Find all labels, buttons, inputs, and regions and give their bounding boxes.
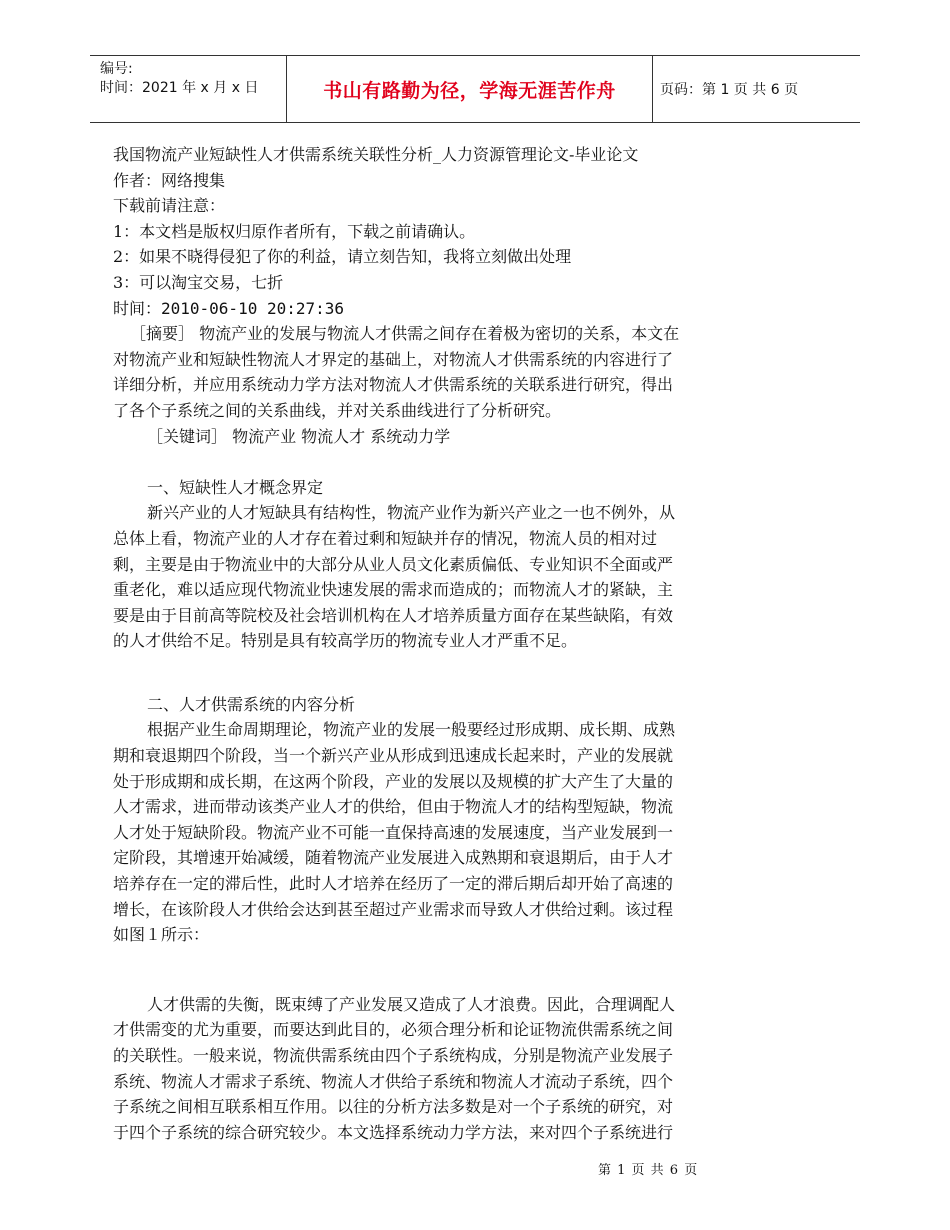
abstract-line: 对物流产业和短缺性物流人才界定的基础上，对物流人才供需系统的内容进行了 <box>113 349 674 369</box>
section-1-paragraph <box>113 500 773 654</box>
paragraph-line: 重老化，难以适应现代物流业快速发展的需求而造成的；而物流人才的紧缺，主 <box>113 580 674 600</box>
paragraph-line: 要是由于目前高等院校及社会培训机构在人才培养质量方面存在某些缺陷，有效 <box>113 605 674 625</box>
paragraph-line: 剩，主要是由于物流业中的大部分从业人员文化素质偏低、专业知识不全面或严 <box>113 554 674 574</box>
number-label: 编号: <box>100 61 133 77</box>
header-page-info: 页码：第 1 页 共 6 页 <box>660 82 799 98</box>
paragraph-line: 才供需变的尤为重要，而要达到此目的，必须合理分析和论证物流供需系统之间 <box>113 1020 674 1040</box>
paragraph-line: 根据产业生命周期理论，物流产业的发展一般要经过形成期、成长期、成熟 <box>147 720 676 740</box>
paragraph-line: 培养存在一定的滞后性，此时人才培养在经历了一定的滞后期后却开始了高速的 <box>113 874 674 894</box>
paragraph-line: 人才处于短缺阶段。物流产业不可能一直保持高速的发展速度，当产业发展到一 <box>113 822 674 842</box>
document-body <box>113 142 773 1145</box>
notice-line: 1：本文档是版权归原作者所有，下载之前请确认。 <box>113 221 476 241</box>
section-2-heading: 二、人才供需系统的内容分析 <box>147 694 356 714</box>
paragraph-line: 人才需求，进而带动该类产业人才的供给，但由于物流人才的结构型短缺，物流 <box>113 797 674 817</box>
paragraph-line: 子系统之间相互联系相互作用。以往的分析方法多数是对一个子系统的研究，对 <box>113 1097 674 1117</box>
keywords: ［关键词］ 物流产业 物流人才 系统动力学 <box>147 426 451 446</box>
paragraph-line: 新兴产业的人才短缺具有结构性，物流产业作为新兴产业之一也不例外，从 <box>147 503 676 523</box>
abstract-line: 了各个子系统之间的关系曲线，并对关系曲线进行了分析研究。 <box>113 400 562 420</box>
paragraph-line: 系统、物流人才需求子系统、物流人才供给子系统和物流人才流动子系统，四个 <box>113 1071 674 1091</box>
doc-time: 时间：2010-06-10 20:27:36 <box>113 298 345 318</box>
paragraph-line: 人才供需的失衡，既束缚了产业发展又造成了人才浪费。因此，合理调配人 <box>147 994 676 1014</box>
header-meta <box>100 60 258 98</box>
header-motto: 书山有路勤为径，学海无涯苦作舟 <box>286 56 653 122</box>
paragraph-line: 处于形成期和成长期，在这两个阶段，产业的发展以及规模的扩大产生了大量的 <box>113 771 674 791</box>
section-1-heading: 一、短缺性人才概念界定 <box>147 477 324 497</box>
page-header <box>90 55 860 123</box>
notice-heading: 下载前请注意： <box>113 196 226 216</box>
paragraph-line: 如图１所示： <box>113 925 210 945</box>
abstract <box>113 321 773 423</box>
paragraph-line: 期和衰退期四个阶段，当一个新兴产业从形成到迅速成长起来时，产业的发展就 <box>113 746 674 766</box>
abstract-line: ［摘要］ 物流产业的发展与物流人才供需之间存在着极为密切的关系，本文在 <box>130 324 680 344</box>
notice-line: 2：如果不晓得侵犯了你的利益，请立刻告知，我将立刻做出处理 <box>113 247 572 267</box>
paragraph-line: 总体上看，物流产业的人才存在着过剩和短缺并存的情况，物流人员的相对过 <box>113 528 658 548</box>
paragraph-line: 于四个子系统的综合研究较少。本文选择系统动力学方法，来对四个子系统进行 <box>113 1122 674 1142</box>
section-2-paragraph <box>113 717 773 947</box>
paragraph-line: 的人才供给不足。特别是具有较高学历的物流专业人才严重不足。 <box>113 631 578 651</box>
time-label: 时间：2021 年 x 月 x 日 <box>100 80 259 96</box>
paragraph-line: 的关联性。一般来说，物流供需系统由四个子系统构成，分别是物流产业发展子 <box>113 1046 674 1065</box>
paragraph-line: 增长，在该阶段人才供给会达到甚至超过产业需求而导致人才供给过剩。该过程 <box>113 899 674 919</box>
paragraph-3 <box>113 992 773 1146</box>
page-footer: 第 1 页 共 6 页 <box>598 1163 699 1178</box>
abstract-line: 详细分析，并应用系统动力学方法对物流人才供需系统的关联系进行研究，得出 <box>113 375 674 395</box>
notice-line: 3：可以淘宝交易，七折 <box>113 272 284 292</box>
doc-author: 作者：网络搜集 <box>113 170 226 190</box>
paragraph-line: 定阶段，其增速开始减缓，随着物流产业发展进入成熟期和衰退期后，由于人才 <box>113 848 674 868</box>
doc-title: 我国物流产业短缺性人才供需系统关联性分析_人力资源管理论文-毕业论文 <box>113 145 639 164</box>
